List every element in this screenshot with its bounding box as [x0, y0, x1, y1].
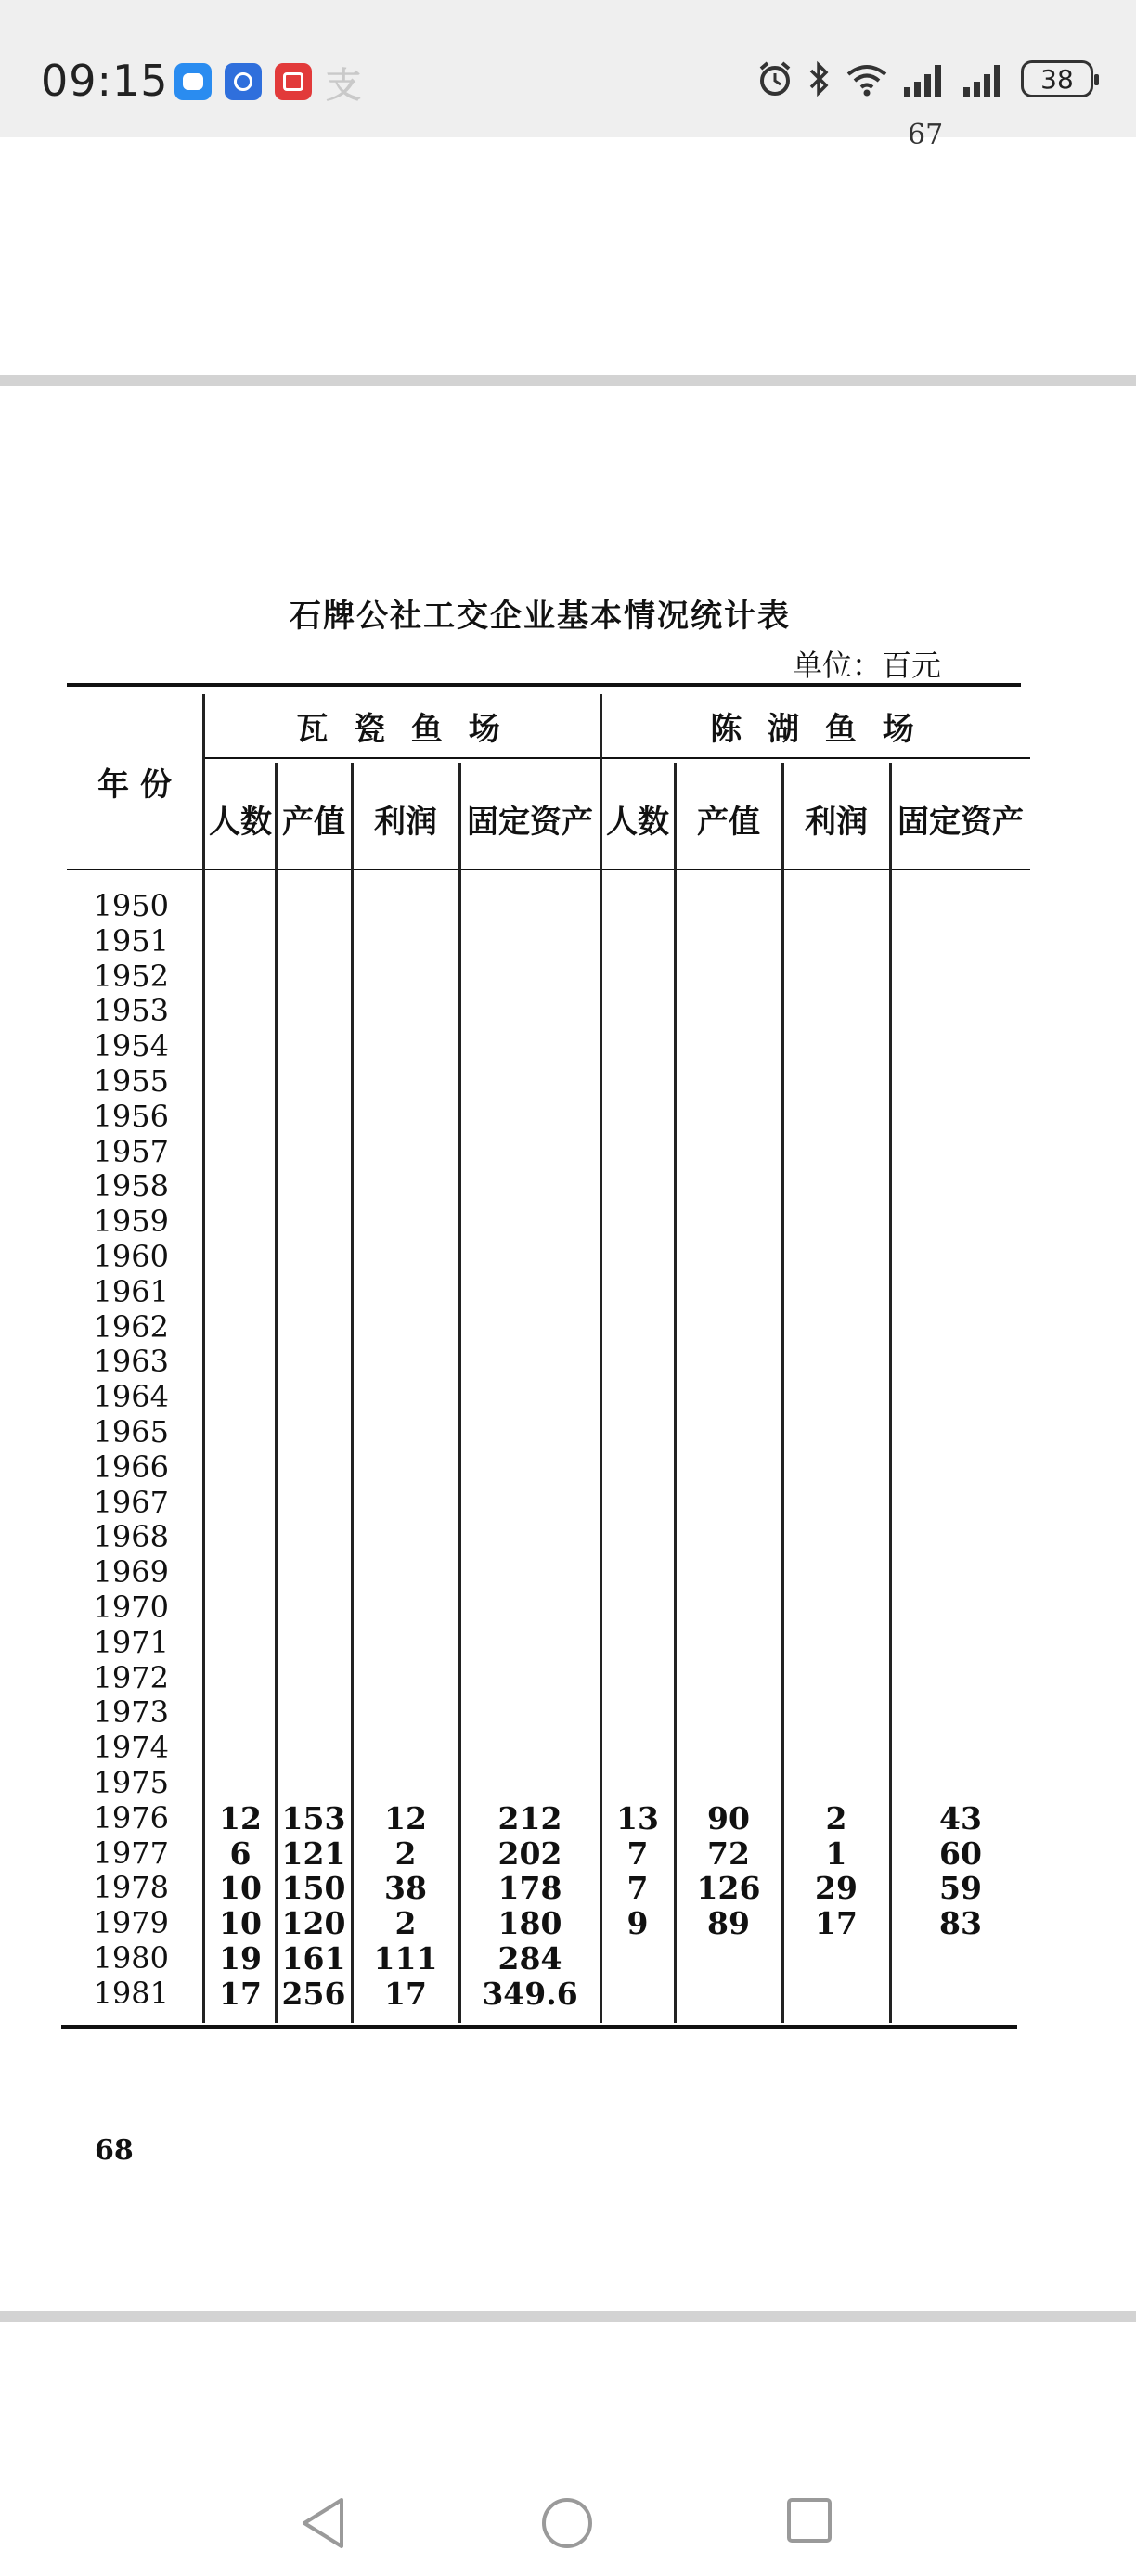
- battery-indicator: 38: [1021, 60, 1093, 97]
- year-column: [84, 889, 169, 2012]
- table-cell: 60: [939, 1835, 982, 1872]
- table-cell: 150: [281, 1870, 346, 1907]
- column-header: 固定资产: [467, 804, 593, 841]
- group-header-chenhu: 陈 湖 鱼 场: [710, 711, 922, 748]
- table-cell: 90: [707, 1799, 750, 1836]
- table-cell: 202: [497, 1835, 562, 1872]
- column-header: 利润: [374, 804, 437, 841]
- table-cell: 256: [281, 1975, 346, 2012]
- year-cell: 1979: [93, 1905, 169, 1941]
- table-cell: 7: [626, 1835, 649, 1872]
- table-bottom-rule: [61, 2025, 1017, 2029]
- table-title: 石牌公社工交企业基本情况统计表: [290, 598, 791, 635]
- table-cell: 17: [219, 1975, 262, 2012]
- status-indicators: [755, 59, 1093, 98]
- year-cell: 1952: [93, 958, 169, 994]
- page-number: 68: [95, 2134, 134, 2167]
- browser-icon: [225, 63, 262, 100]
- year-cell: 1959: [93, 1204, 169, 1240]
- year-cell: 1975: [93, 1764, 169, 1800]
- year-cell: 1971: [93, 1624, 169, 1660]
- year-cell: 1974: [93, 1730, 169, 1766]
- table-cell: 178: [497, 1870, 562, 1907]
- group-rule-left: [204, 757, 603, 759]
- table-cell: 111: [373, 1940, 438, 1977]
- table-cell: 284: [497, 1940, 562, 1977]
- table-cell: 10: [219, 1905, 262, 1942]
- year-cell: 1967: [93, 1484, 169, 1520]
- table-cell: 13: [616, 1799, 659, 1836]
- table-cell: 29: [815, 1870, 858, 1907]
- year-cell: 1968: [93, 1519, 169, 1555]
- table-cell: 2: [825, 1799, 847, 1836]
- red-app-icon: [275, 63, 312, 100]
- year-cell: 1966: [93, 1449, 169, 1485]
- year-cell: 1958: [93, 1168, 169, 1204]
- status-time: 09:15: [41, 56, 169, 106]
- year-cell: 1969: [93, 1554, 169, 1591]
- table-cell: 19: [219, 1940, 262, 1977]
- page-separator: [0, 2311, 1136, 2322]
- signal-icon: [902, 59, 949, 98]
- group-rule-right: [603, 757, 1030, 759]
- table-cell: 2: [394, 1835, 417, 1872]
- year-cell: 1953: [93, 993, 169, 1029]
- recents-icon[interactable]: [785, 2496, 833, 2544]
- table-cell: 1: [825, 1835, 847, 1872]
- table-cell: 2: [394, 1905, 417, 1942]
- group-header-waci: 瓦 瓷 鱼 场: [296, 711, 508, 748]
- table-cell: 121: [281, 1835, 346, 1872]
- table-cell: 120: [281, 1905, 346, 1942]
- table-cell: 153: [281, 1799, 346, 1836]
- table-cell: 180: [497, 1905, 562, 1942]
- table-cell: 72: [707, 1835, 750, 1872]
- year-cell: 1963: [93, 1344, 169, 1380]
- year-cell: 1962: [93, 1308, 169, 1345]
- status-bar: [0, 0, 1136, 137]
- year-cell: 1978: [93, 1870, 169, 1906]
- year-cell: 1965: [93, 1413, 169, 1449]
- table-cell: 6: [229, 1835, 252, 1872]
- table-cell: 43: [939, 1799, 982, 1836]
- table-cell: 161: [281, 1940, 346, 1977]
- table-cell: 59: [939, 1870, 982, 1907]
- previous-page-number: 67: [908, 119, 944, 151]
- bluetooth-icon: [807, 59, 832, 98]
- table-cell: 212: [497, 1799, 562, 1836]
- table-cell: 17: [815, 1905, 858, 1942]
- alarm-icon: [755, 59, 794, 98]
- year-cell: 1957: [93, 1133, 169, 1169]
- year-cell: 1973: [93, 1694, 169, 1731]
- column-header: 利润: [805, 804, 868, 841]
- table-cell: 7: [626, 1870, 649, 1907]
- table-cell: 9: [626, 1905, 649, 1942]
- table-top-rule: [67, 683, 1021, 687]
- table-cell: 83: [939, 1905, 982, 1942]
- column-header: 人数: [606, 804, 669, 841]
- year-cell: 1981: [93, 1975, 169, 2011]
- year-cell: 1951: [93, 922, 169, 959]
- year-cell: 1980: [93, 1939, 169, 1976]
- year-cell: 1964: [93, 1379, 169, 1415]
- page-separator: [0, 375, 1136, 386]
- year-cell: 1955: [93, 1063, 169, 1099]
- header-bottom-rule: [67, 869, 1030, 870]
- back-icon[interactable]: [299, 2496, 347, 2550]
- column-header: 产值: [697, 804, 760, 841]
- wifi-icon: [845, 59, 889, 98]
- home-icon[interactable]: [540, 2496, 594, 2550]
- year-header: 年 份: [97, 766, 172, 804]
- alipay-icon: 支: [325, 64, 361, 106]
- year-cell: 1972: [93, 1659, 169, 1695]
- year-cell: 1961: [93, 1273, 169, 1309]
- year-cell: 1956: [93, 1098, 169, 1134]
- year-cell: 1950: [93, 888, 169, 923]
- column-header: 固定资产: [897, 804, 1024, 841]
- table-cell: 10: [219, 1870, 262, 1907]
- unit-label: 单位：百元: [793, 648, 942, 683]
- year-cell: 1954: [93, 1028, 169, 1064]
- table-cell: 12: [384, 1799, 427, 1836]
- notification-icons: [174, 63, 362, 106]
- table-cell: 126: [696, 1870, 761, 1907]
- year-cell: 1976: [93, 1799, 169, 1835]
- table-cell: 349.6: [482, 1975, 578, 2012]
- column-header: 人数: [209, 804, 272, 841]
- table-cell: 38: [384, 1870, 427, 1907]
- column-header: 产值: [282, 804, 345, 841]
- year-cell: 1970: [93, 1589, 169, 1625]
- year-cell: 1977: [93, 1835, 169, 1871]
- table-cell: 12: [219, 1799, 262, 1836]
- table-cell: 89: [707, 1905, 750, 1942]
- signal-icon: [962, 59, 1008, 98]
- message-icon: [174, 63, 212, 100]
- year-cell: 1960: [93, 1238, 169, 1274]
- table-cell: 17: [384, 1975, 427, 2012]
